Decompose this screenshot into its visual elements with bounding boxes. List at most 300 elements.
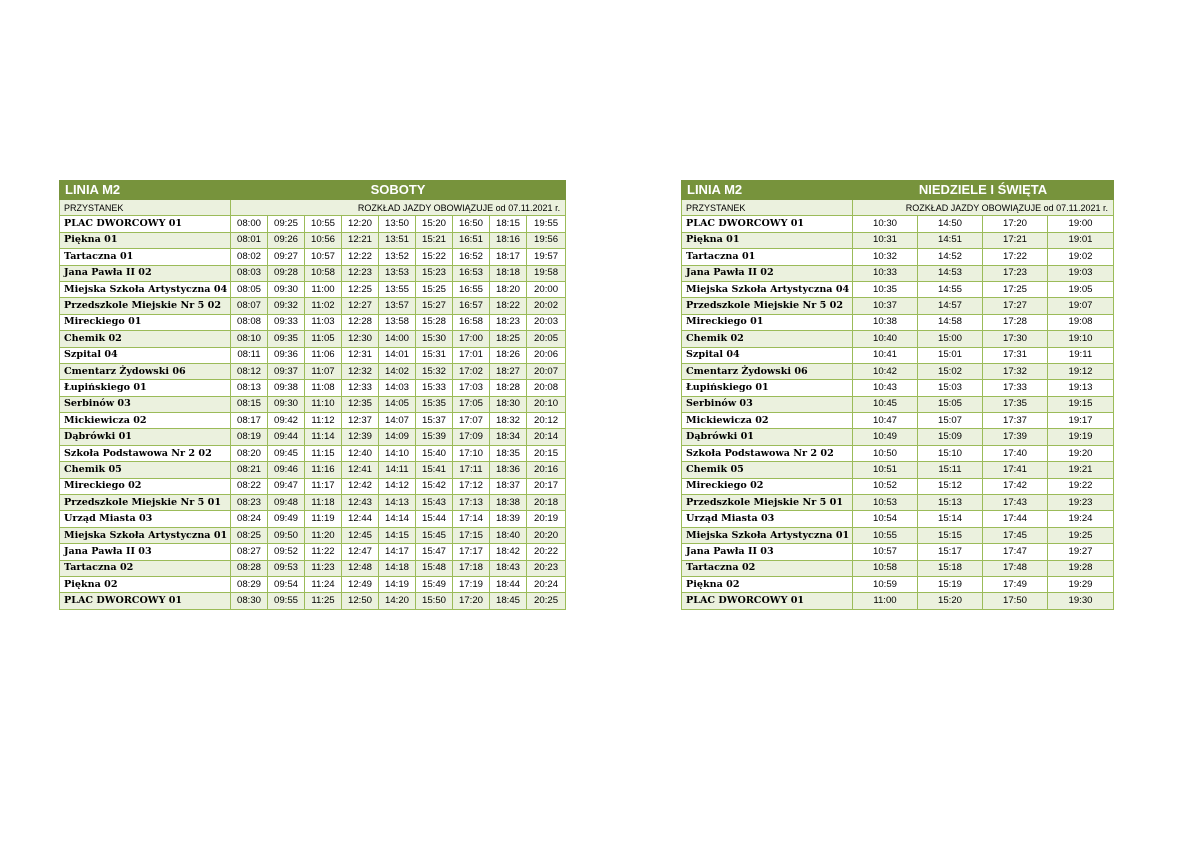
- table-row: [682, 495, 1114, 511]
- departure-time: 14:10: [379, 445, 416, 461]
- departure-time: 08:15: [231, 396, 268, 412]
- stop-name: Piękna 02: [682, 576, 853, 592]
- departure-time: 19:25: [1048, 527, 1114, 543]
- stop-name: Mickiewicza 02: [60, 413, 231, 429]
- departure-time: 08:27: [231, 544, 268, 560]
- departure-time: 14:57: [918, 298, 983, 314]
- departure-time: 17:49: [983, 576, 1048, 592]
- departure-time: 10:47: [853, 413, 918, 429]
- departure-time: 09:30: [268, 396, 305, 412]
- departure-time: 15:40: [416, 445, 453, 461]
- table-row: [60, 314, 566, 330]
- departure-time: 08:10: [231, 331, 268, 347]
- departure-time: 15:20: [416, 216, 453, 232]
- departure-time: 09:25: [268, 216, 305, 232]
- table-row: [682, 413, 1114, 429]
- stop-name: Miejska Szkoła Artystyczna 01: [60, 527, 231, 543]
- departure-time: 08:29: [231, 576, 268, 592]
- stop-name: PLAC DWORCOWY 01: [682, 593, 853, 609]
- departure-time: 17:00: [453, 331, 490, 347]
- departure-time: 14:18: [379, 560, 416, 576]
- departure-time: 17:21: [983, 232, 1048, 248]
- departure-time: 12:32: [342, 363, 379, 379]
- departure-time: 17:11: [453, 462, 490, 478]
- departure-time: 08:25: [231, 527, 268, 543]
- departure-time: 12:28: [342, 314, 379, 330]
- departure-time: 14:03: [379, 380, 416, 396]
- stop-name: Serbinów 03: [60, 396, 231, 412]
- departure-time: 20:06: [527, 347, 566, 363]
- stop-name: Miejska Szkoła Artystyczna 04: [60, 281, 231, 297]
- departure-time: 15:20: [918, 593, 983, 609]
- departure-time: 13:51: [379, 232, 416, 248]
- departure-time: 20:25: [527, 593, 566, 609]
- departure-time: 19:05: [1048, 281, 1114, 297]
- departure-time: 09:49: [268, 511, 305, 527]
- departure-time: 15:10: [918, 445, 983, 461]
- departure-time: 10:33: [853, 265, 918, 281]
- departure-time: 15:00: [918, 331, 983, 347]
- table-row: [60, 462, 566, 478]
- table-row: [682, 527, 1114, 543]
- stop-column-header: PRZYSTANEK: [60, 200, 231, 216]
- stop-name: Chemik 02: [682, 331, 853, 347]
- departure-time: 08:20: [231, 445, 268, 461]
- departure-time: 18:43: [490, 560, 527, 576]
- stop-name: Tartaczna 02: [682, 560, 853, 576]
- departure-time: 18:45: [490, 593, 527, 609]
- departure-time: 19:03: [1048, 265, 1114, 281]
- departure-time: 18:28: [490, 380, 527, 396]
- departure-time: 09:42: [268, 413, 305, 429]
- departure-time: 11:24: [305, 576, 342, 592]
- departure-time: 09:54: [268, 576, 305, 592]
- departure-time: 17:45: [983, 527, 1048, 543]
- departure-time: 18:30: [490, 396, 527, 412]
- departure-time: 11:02: [305, 298, 342, 314]
- departure-time: 17:41: [983, 462, 1048, 478]
- departure-time: 19:23: [1048, 495, 1114, 511]
- departure-time: 10:43: [853, 380, 918, 396]
- departure-time: 18:35: [490, 445, 527, 461]
- departure-time: 10:55: [853, 527, 918, 543]
- stop-name: Mireckiego 02: [682, 478, 853, 494]
- departure-time: 10:57: [853, 544, 918, 560]
- departure-time: 14:15: [379, 527, 416, 543]
- departure-time: 19:13: [1048, 380, 1114, 396]
- table-row: [60, 298, 566, 314]
- departure-time: 18:16: [490, 232, 527, 248]
- departure-time: 09:52: [268, 544, 305, 560]
- stop-name: Miejska Szkoła Artystyczna 01: [682, 527, 853, 543]
- departure-time: 17:20: [453, 593, 490, 609]
- departure-time: 20:07: [527, 363, 566, 379]
- stop-name: Szpital 04: [682, 347, 853, 363]
- departure-time: 20:22: [527, 544, 566, 560]
- departure-time: 15:07: [918, 413, 983, 429]
- departure-time: 09:33: [268, 314, 305, 330]
- table-row: [60, 331, 566, 347]
- stop-name: Tartaczna 01: [60, 249, 231, 265]
- departure-time: 14:05: [379, 396, 416, 412]
- table-row: [60, 249, 566, 265]
- departure-time: 15:27: [416, 298, 453, 314]
- departure-time: 10:55: [305, 216, 342, 232]
- departure-time: 09:48: [268, 495, 305, 511]
- departure-time: 20:20: [527, 527, 566, 543]
- stop-name: PLAC DWORCOWY 01: [60, 593, 231, 609]
- departure-time: 19:28: [1048, 560, 1114, 576]
- departure-time: 11:07: [305, 363, 342, 379]
- departure-time: 19:10: [1048, 331, 1114, 347]
- departure-time: 19:55: [527, 216, 566, 232]
- departure-time: 17:19: [453, 576, 490, 592]
- departure-time: 10:51: [853, 462, 918, 478]
- departure-time: 10:40: [853, 331, 918, 347]
- table-row: [682, 544, 1114, 560]
- departure-time: 08:07: [231, 298, 268, 314]
- departure-time: 12:47: [342, 544, 379, 560]
- table-row: [60, 429, 566, 445]
- departure-time: 15:01: [918, 347, 983, 363]
- table-row: [682, 281, 1114, 297]
- departure-time: 15:30: [416, 331, 453, 347]
- departure-time: 17:02: [453, 363, 490, 379]
- departure-time: 09:44: [268, 429, 305, 445]
- stop-name: Mireckiego 01: [60, 314, 231, 330]
- departure-time: 17:42: [983, 478, 1048, 494]
- departure-time: 18:40: [490, 527, 527, 543]
- departure-time: 12:27: [342, 298, 379, 314]
- timetable-header: [60, 181, 566, 200]
- stop-name: Szpital 04: [60, 347, 231, 363]
- departure-time: 09:27: [268, 249, 305, 265]
- departure-time: 18:18: [490, 265, 527, 281]
- departure-time: 20:23: [527, 560, 566, 576]
- departure-time: 10:35: [853, 281, 918, 297]
- departure-time: 19:01: [1048, 232, 1114, 248]
- departure-time: 11:17: [305, 478, 342, 494]
- departure-time: 17:17: [453, 544, 490, 560]
- departure-time: 11:00: [853, 593, 918, 609]
- departure-time: 12:33: [342, 380, 379, 396]
- departure-time: 10:58: [305, 265, 342, 281]
- stop-name: Chemik 05: [60, 462, 231, 478]
- departure-time: 17:44: [983, 511, 1048, 527]
- departure-time: 08:24: [231, 511, 268, 527]
- departure-time: 15:12: [918, 478, 983, 494]
- departure-time: 18:20: [490, 281, 527, 297]
- departure-time: 10:57: [305, 249, 342, 265]
- departure-time: 12:41: [342, 462, 379, 478]
- stop-name: Cmentarz Żydowski 06: [682, 363, 853, 379]
- departure-time: 10:38: [853, 314, 918, 330]
- departure-time: 19:07: [1048, 298, 1114, 314]
- departure-time: 17:20: [983, 216, 1048, 232]
- departure-time: 17:10: [453, 445, 490, 461]
- departure-time: 19:22: [1048, 478, 1114, 494]
- departure-time: 08:17: [231, 413, 268, 429]
- departure-time: 11:22: [305, 544, 342, 560]
- departure-time: 14:52: [918, 249, 983, 265]
- stop-name: Przedszkole Miejskie Nr 5 01: [60, 495, 231, 511]
- stop-name: Dąbrówki 01: [682, 429, 853, 445]
- departure-time: 17:47: [983, 544, 1048, 560]
- departure-time: 17:09: [453, 429, 490, 445]
- departure-time: 15:39: [416, 429, 453, 445]
- departure-time: 15:44: [416, 511, 453, 527]
- departure-time: 10:59: [853, 576, 918, 592]
- departure-time: 20:00: [527, 281, 566, 297]
- departure-time: 15:28: [416, 314, 453, 330]
- departure-time: 12:50: [342, 593, 379, 609]
- departure-time: 15:19: [918, 576, 983, 592]
- departure-time: 17:07: [453, 413, 490, 429]
- departure-time: 12:20: [342, 216, 379, 232]
- table-row: [682, 462, 1114, 478]
- departure-time: 08:13: [231, 380, 268, 396]
- table-row: [60, 265, 566, 281]
- departure-time: 11:10: [305, 396, 342, 412]
- departure-time: 16:58: [453, 314, 490, 330]
- table-row: [682, 478, 1114, 494]
- stop-name: Mireckiego 02: [60, 478, 231, 494]
- departure-time: 14:00: [379, 331, 416, 347]
- departure-time: 12:49: [342, 576, 379, 592]
- departure-time: 08:19: [231, 429, 268, 445]
- departure-time: 08:12: [231, 363, 268, 379]
- departure-time: 08:00: [231, 216, 268, 232]
- departure-time: 15:15: [918, 527, 983, 543]
- departure-time: 16:53: [453, 265, 490, 281]
- table-row: [682, 380, 1114, 396]
- departure-time: 12:35: [342, 396, 379, 412]
- departure-time: 09:28: [268, 265, 305, 281]
- line-name: LINIA M2: [60, 181, 231, 200]
- departure-time: 08:22: [231, 478, 268, 494]
- departure-time: 12:48: [342, 560, 379, 576]
- stop-name: Przedszkole Miejskie Nr 5 02: [60, 298, 231, 314]
- table-row: [682, 429, 1114, 445]
- day-type: NIEDZIELE I ŚWIĘTA: [853, 181, 1114, 200]
- departure-time: 17:40: [983, 445, 1048, 461]
- timetable-subheader: [60, 200, 566, 216]
- departure-time: 10:53: [853, 495, 918, 511]
- departure-time: 09:36: [268, 347, 305, 363]
- departure-time: 14:01: [379, 347, 416, 363]
- stop-name: PLAC DWORCOWY 01: [60, 216, 231, 232]
- stop-name: Cmentarz Żydowski 06: [60, 363, 231, 379]
- departure-time: 19:00: [1048, 216, 1114, 232]
- departure-time: 15:41: [416, 462, 453, 478]
- departure-time: 20:12: [527, 413, 566, 429]
- departure-time: 18:22: [490, 298, 527, 314]
- departure-time: 19:11: [1048, 347, 1114, 363]
- departure-time: 19:02: [1048, 249, 1114, 265]
- departure-time: 13:58: [379, 314, 416, 330]
- departure-time: 19:08: [1048, 314, 1114, 330]
- departure-time: 15:48: [416, 560, 453, 576]
- table-row: [682, 314, 1114, 330]
- departure-time: 20:19: [527, 511, 566, 527]
- table-row: [682, 331, 1114, 347]
- table-row: [682, 363, 1114, 379]
- departure-time: 13:57: [379, 298, 416, 314]
- departure-time: 10:45: [853, 396, 918, 412]
- departure-time: 14:02: [379, 363, 416, 379]
- table-row: [682, 560, 1114, 576]
- table-row: [682, 232, 1114, 248]
- departure-time: 19:20: [1048, 445, 1114, 461]
- departure-time: 08:03: [231, 265, 268, 281]
- departure-time: 19:19: [1048, 429, 1114, 445]
- table-row: [682, 576, 1114, 592]
- stop-name: Urząd Miasta 03: [682, 511, 853, 527]
- departure-time: 12:37: [342, 413, 379, 429]
- departure-time: 13:55: [379, 281, 416, 297]
- table-row: [60, 396, 566, 412]
- table-row: [682, 511, 1114, 527]
- departure-time: 18:36: [490, 462, 527, 478]
- table-row: [60, 544, 566, 560]
- departure-time: 20:02: [527, 298, 566, 314]
- stop-name: Chemik 05: [682, 462, 853, 478]
- departure-time: 14:55: [918, 281, 983, 297]
- departure-time: 11:06: [305, 347, 342, 363]
- departure-time: 15:17: [918, 544, 983, 560]
- departure-time: 12:31: [342, 347, 379, 363]
- departure-time: 11:08: [305, 380, 342, 396]
- stop-name: Łupińskiego 01: [60, 380, 231, 396]
- departure-time: 20:14: [527, 429, 566, 445]
- table-row: [682, 396, 1114, 412]
- stop-name: Dąbrówki 01: [60, 429, 231, 445]
- stop-name: Piękna 01: [682, 232, 853, 248]
- departure-time: 17:28: [983, 314, 1048, 330]
- table-row: [682, 298, 1114, 314]
- departure-time: 15:49: [416, 576, 453, 592]
- stop-name: Przedszkole Miejskie Nr 5 02: [682, 298, 853, 314]
- stop-name: Urząd Miasta 03: [60, 511, 231, 527]
- stop-name: Łupińskiego 01: [682, 380, 853, 396]
- departure-time: 09:55: [268, 593, 305, 609]
- stop-name: Piękna 02: [60, 576, 231, 592]
- stop-name: PLAC DWORCOWY 01: [682, 216, 853, 232]
- departure-time: 13:50: [379, 216, 416, 232]
- stop-name: Tartaczna 02: [60, 560, 231, 576]
- departure-time: 15:50: [416, 593, 453, 609]
- departure-time: 11:16: [305, 462, 342, 478]
- departure-time: 17:37: [983, 413, 1048, 429]
- departure-time: 14:09: [379, 429, 416, 445]
- departure-time: 17:13: [453, 495, 490, 511]
- stop-name: Mireckiego 01: [682, 314, 853, 330]
- table-row: [60, 576, 566, 592]
- departure-time: 17:23: [983, 265, 1048, 281]
- table-row: [682, 445, 1114, 461]
- table-row: [60, 445, 566, 461]
- departure-time: 18:17: [490, 249, 527, 265]
- departure-time: 10:52: [853, 478, 918, 494]
- departure-time: 10:42: [853, 363, 918, 379]
- departure-time: 19:30: [1048, 593, 1114, 609]
- departure-time: 15:45: [416, 527, 453, 543]
- departure-time: 15:35: [416, 396, 453, 412]
- table-row: [60, 363, 566, 379]
- departure-time: 20:03: [527, 314, 566, 330]
- departure-time: 08:05: [231, 281, 268, 297]
- departure-time: 11:19: [305, 511, 342, 527]
- departure-time: 08:01: [231, 232, 268, 248]
- departure-time: 16:51: [453, 232, 490, 248]
- stop-name: Tartaczna 01: [682, 249, 853, 265]
- departure-time: 10:54: [853, 511, 918, 527]
- departure-time: 15:33: [416, 380, 453, 396]
- table-row: [682, 347, 1114, 363]
- departure-time: 19:57: [527, 249, 566, 265]
- departure-time: 08:08: [231, 314, 268, 330]
- stop-name: Jana Pawła II 03: [682, 544, 853, 560]
- departure-time: 17:18: [453, 560, 490, 576]
- departure-time: 20:05: [527, 331, 566, 347]
- departure-time: 20:17: [527, 478, 566, 494]
- departure-time: 15:31: [416, 347, 453, 363]
- departure-time: 14:19: [379, 576, 416, 592]
- departure-time: 15:18: [918, 560, 983, 576]
- departure-time: 09:37: [268, 363, 305, 379]
- departure-time: 18:23: [490, 314, 527, 330]
- departure-time: 18:42: [490, 544, 527, 560]
- departure-time: 15:43: [416, 495, 453, 511]
- departure-time: 18:25: [490, 331, 527, 347]
- table-row: [60, 511, 566, 527]
- departure-time: 10:56: [305, 232, 342, 248]
- departure-time: 09:38: [268, 380, 305, 396]
- table-row: [682, 216, 1114, 232]
- departure-time: 12:45: [342, 527, 379, 543]
- departure-time: 10:49: [853, 429, 918, 445]
- stop-name: Piękna 01: [60, 232, 231, 248]
- departure-time: 18:32: [490, 413, 527, 429]
- departure-time: 17:22: [983, 249, 1048, 265]
- departure-time: 11:15: [305, 445, 342, 461]
- departure-time: 15:47: [416, 544, 453, 560]
- departure-time: 16:50: [453, 216, 490, 232]
- departure-time: 16:57: [453, 298, 490, 314]
- departure-time: 13:52: [379, 249, 416, 265]
- departure-time: 08:30: [231, 593, 268, 609]
- departure-time: 10:30: [853, 216, 918, 232]
- departure-time: 17:32: [983, 363, 1048, 379]
- departure-time: 11:25: [305, 593, 342, 609]
- departure-time: 08:02: [231, 249, 268, 265]
- timetable-subheader: [682, 200, 1114, 216]
- departure-time: 12:30: [342, 331, 379, 347]
- departure-time: 17:03: [453, 380, 490, 396]
- departure-time: 08:21: [231, 462, 268, 478]
- table-row: [60, 216, 566, 232]
- table-row: [60, 495, 566, 511]
- departure-time: 18:39: [490, 511, 527, 527]
- departure-time: 12:23: [342, 265, 379, 281]
- departure-time: 18:37: [490, 478, 527, 494]
- departure-time: 17:33: [983, 380, 1048, 396]
- departure-time: 09:47: [268, 478, 305, 494]
- departure-time: 17:14: [453, 511, 490, 527]
- departure-time: 15:02: [918, 363, 983, 379]
- departure-time: 09:26: [268, 232, 305, 248]
- departure-time: 10:31: [853, 232, 918, 248]
